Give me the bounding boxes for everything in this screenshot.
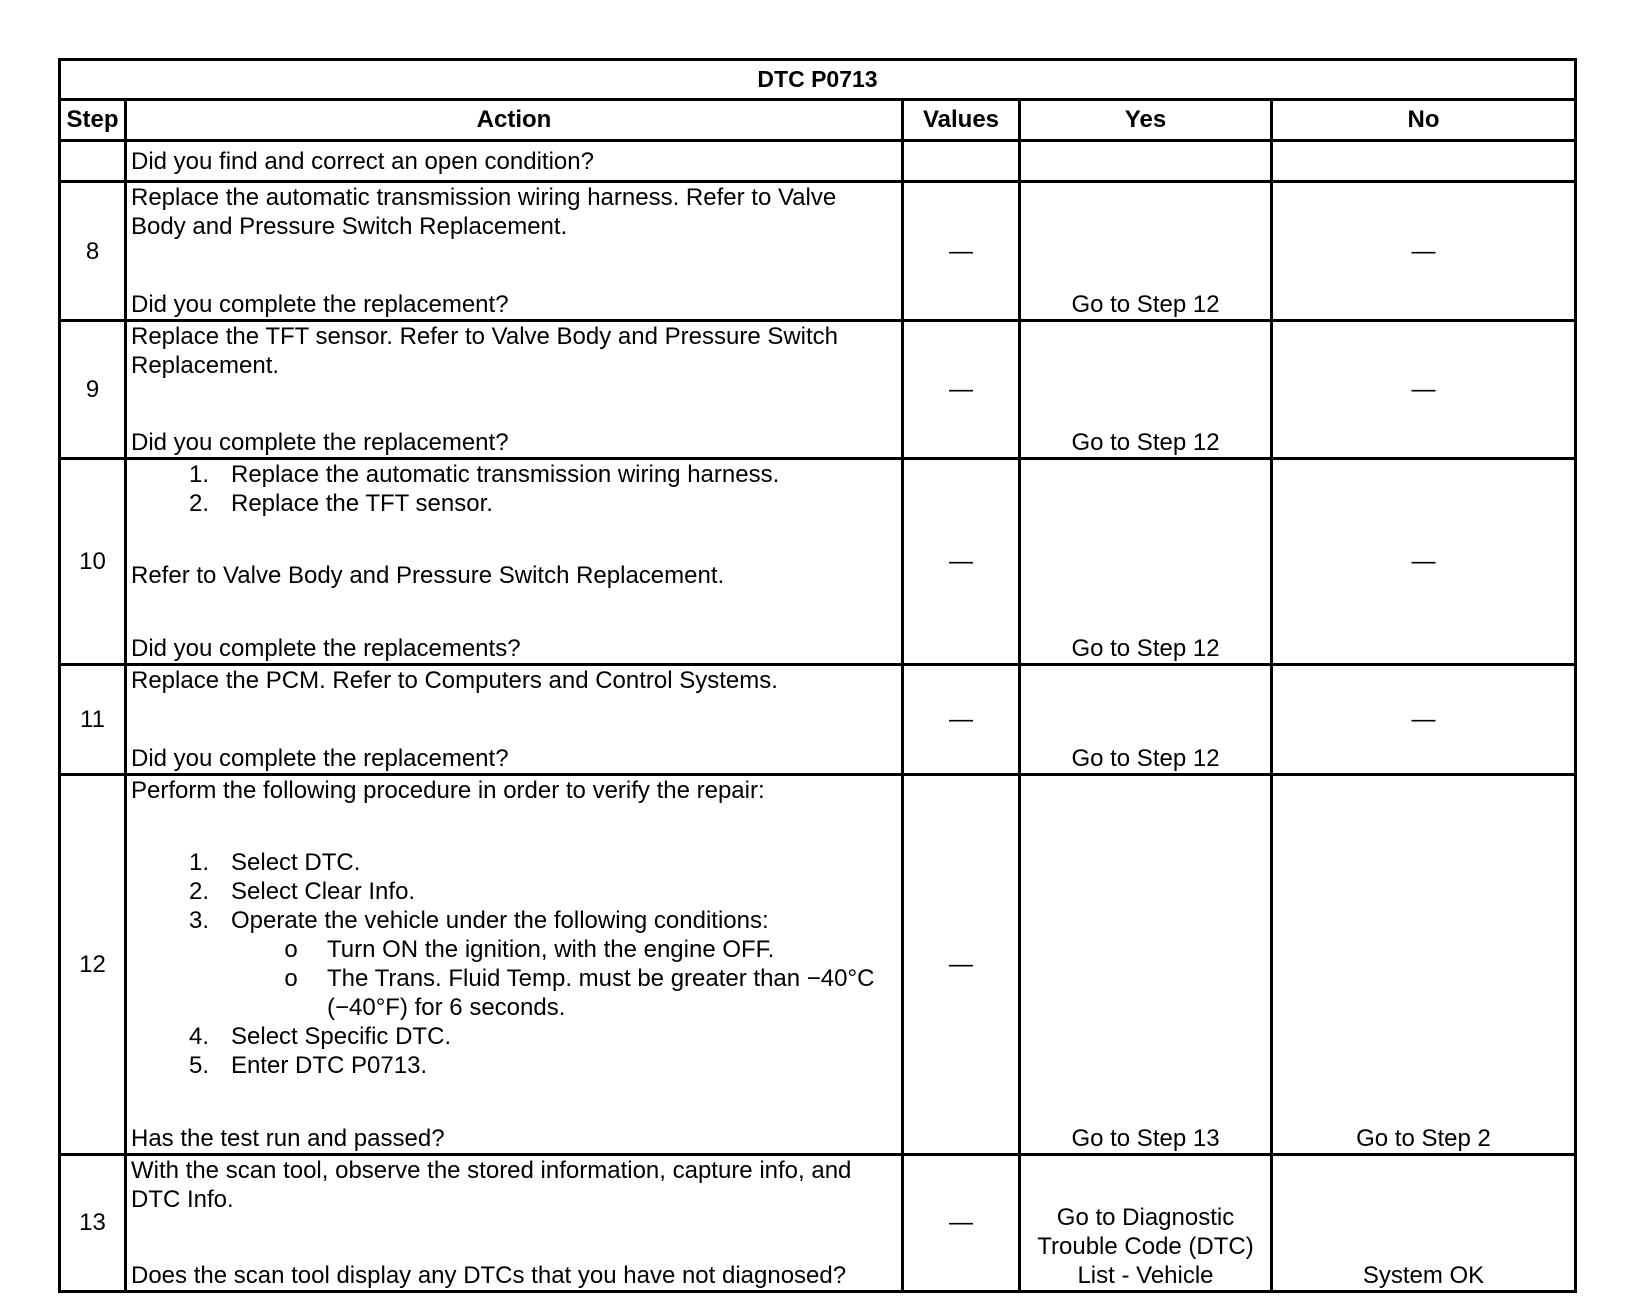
bullet-item: o Turn ON the ignition, with the engine OFF. <box>284 936 775 964</box>
action-note: Refer to Valve Body and Pressure Switch Replacement. <box>131 562 725 590</box>
action-question: Did you find and correct an open condition? <box>131 147 594 175</box>
header-step: Step <box>60 99 126 140</box>
list-item: 5. Enter DTC P0713. <box>188 1052 428 1080</box>
action-cell <box>126 320 903 458</box>
action-cell <box>126 1154 903 1291</box>
action-question: Did you complete the replacement? <box>131 290 509 318</box>
no-cell <box>1272 140 1576 182</box>
values-cell: — <box>903 458 1020 664</box>
header-no: No <box>1272 99 1576 140</box>
list-item: 1. Select DTC. <box>188 849 361 877</box>
action-question: Did you complete the replacements? <box>131 634 521 662</box>
yes-cell: Go to Step 12 <box>1020 458 1272 664</box>
list-item: 2. Replace the TFT sensor. <box>188 489 493 517</box>
table-row <box>60 458 1576 664</box>
no-cell: — <box>1272 182 1576 320</box>
yes-cell: Go to Step 12 <box>1020 182 1272 320</box>
step-cell: 10 <box>60 458 126 664</box>
list-item: 4. Select Specific DTC. <box>188 1023 452 1051</box>
action-text: Perform the following procedure in order to verify the repair: <box>131 776 765 804</box>
step-cell: 12 <box>60 774 126 1154</box>
no-cell: — <box>1272 320 1576 458</box>
action-cell <box>126 182 903 320</box>
table-row <box>60 774 1576 1154</box>
dtc-table <box>58 58 1577 1293</box>
table-row <box>60 320 1576 458</box>
yes-cell <box>1020 140 1272 182</box>
action-question: Has the test run and passed? <box>131 1124 445 1152</box>
action-cell <box>126 140 903 182</box>
yes-cell: Go to Step 12 <box>1020 320 1272 458</box>
step-cell: 8 <box>60 182 126 320</box>
header-action: Action <box>126 99 903 140</box>
action-question: Did you complete the replacement? <box>131 428 509 456</box>
table-title: DTC P0713 <box>60 60 1576 100</box>
no-cell: System OK <box>1272 1154 1576 1291</box>
values-cell: — <box>903 664 1020 774</box>
action-text: Replace the automatic transmission wiring harness. Refer to Valve Body and Pressure Switch Replacement. <box>131 184 837 241</box>
yes-cell: Go to Diagnostic Trouble Code (DTC) List - Vehicle <box>1020 1154 1272 1291</box>
action-cell <box>126 664 903 774</box>
no-cell: — <box>1272 458 1576 664</box>
yes-cell: Go to Step 13 <box>1020 774 1272 1154</box>
table-row <box>60 664 1576 774</box>
values-cell <box>903 140 1020 182</box>
step-cell: 13 <box>60 1154 126 1291</box>
action-question: Did you complete the replacement? <box>131 744 509 772</box>
action-question: Does the scan tool display any DTCs that you have not diagnosed? <box>131 1262 847 1289</box>
action-text: With the scan tool, observe the stored information, capture info, and DTC Info. <box>131 1156 852 1213</box>
table-row <box>60 1154 1576 1291</box>
values-cell: — <box>903 774 1020 1154</box>
step-cell <box>60 140 126 182</box>
table-row <box>60 140 1576 182</box>
list-item: 1. Replace the automatic transmission wiring harness. <box>188 460 780 488</box>
values-cell: — <box>903 1154 1020 1291</box>
numbered-list <box>131 848 897 1080</box>
action-text: Replace the TFT sensor. Refer to Valve Body and Pressure Switch Replacement. <box>131 322 839 379</box>
no-cell: — <box>1272 664 1576 774</box>
step-cell: 11 <box>60 664 126 774</box>
header-yes: Yes <box>1020 99 1272 140</box>
step-cell: 9 <box>60 320 126 458</box>
values-cell: — <box>903 320 1020 458</box>
action-cell <box>126 458 903 664</box>
list-item: 2. Select Clear Info. <box>188 878 416 906</box>
numbered-list <box>131 460 897 518</box>
bullet-list <box>231 935 897 1022</box>
action-cell <box>126 774 903 1154</box>
table-row <box>60 182 1576 320</box>
header-values: Values <box>903 99 1020 140</box>
bullet-item: o The Trans. Fluid Temp. must be greater than −40°C (−40°F) for 6 seconds. <box>284 965 875 1022</box>
action-text: Replace the PCM. Refer to Computers and Control Systems. <box>131 666 778 694</box>
no-cell: Go to Step 2 <box>1272 774 1576 1154</box>
list-item: 3. Operate the vehicle under the following conditions: o Turn ON the ignition, with the engine OFF. o The Trans. Fluid Temp. must be greater than −40°C (−40°F) for 6 seconds. <box>181 906 897 1022</box>
yes-cell: Go to Step 12 <box>1020 664 1272 774</box>
values-cell: — <box>903 182 1020 320</box>
